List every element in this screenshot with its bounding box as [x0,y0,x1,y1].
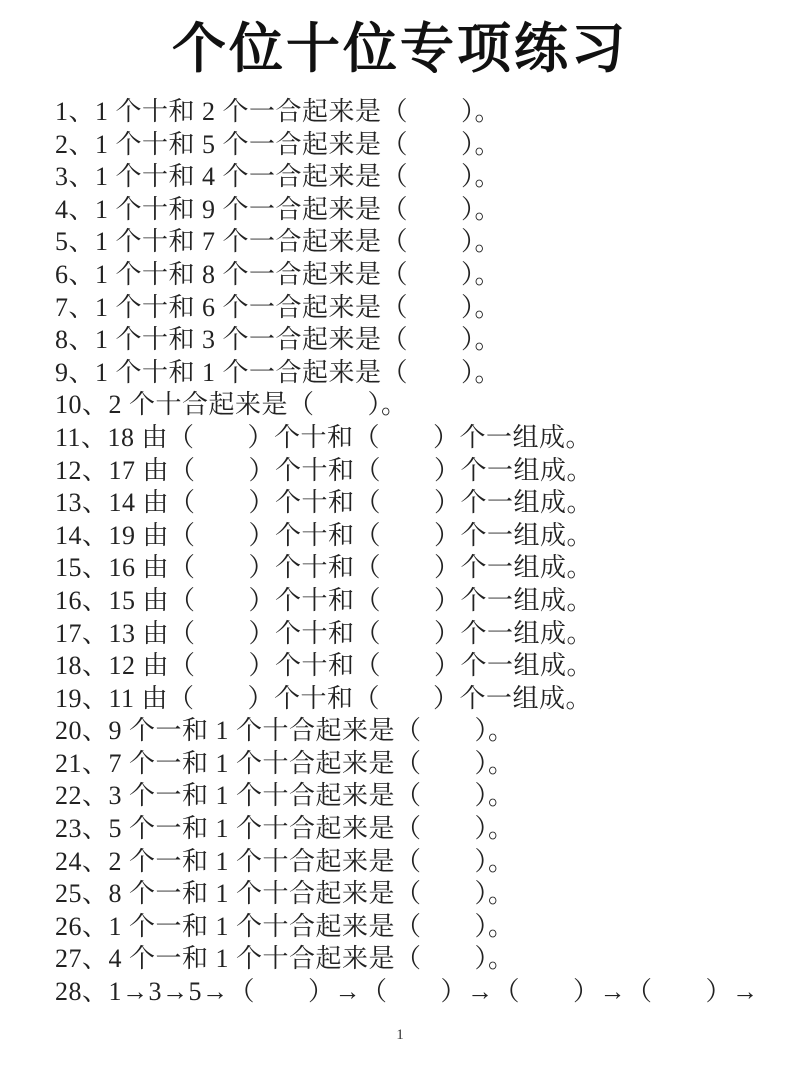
question-line-12: 12、17 由（ ）个十和（ ）个一组成。 [55,455,594,485]
question-line-3: 3、1 个十和 4 个一合起来是（ ）。 [55,162,502,192]
question-line-14: 14、19 由（ ）个十和（ ）个一组成。 [55,520,594,550]
question-line-19: 19、11 由（ ）个十和（ ）个一组成。 [55,683,593,713]
question-line-7: 7、1 个十和 6 个一合起来是（ ）。 [55,292,502,322]
question-line-20: 20、9 个一和 1 个十合起来是（ ）。 [55,716,515,746]
question-line-10: 10、2 个十合起来是（ ）。 [55,390,408,420]
question-line-9: 9、1 个十和 1 个一合起来是（ ）。 [55,357,502,387]
question-line-13: 13、14 由（ ）个十和（ ）个一组成。 [55,488,594,518]
question-line-17: 17、13 由（ ）个十和（ ）个一组成。 [55,618,594,648]
question-line-2: 2、1 个十和 5 个一合起来是（ ）。 [55,129,502,159]
question-line-16: 16、15 由（ ）个十和（ ）个一组成。 [55,585,594,615]
question-line-1: 1、1 个十和 2 个一合起来是（ ）。 [55,97,502,126]
question-line-5: 5、1 个十和 7 个一合起来是（ ）。 [55,227,502,257]
question-line-26: 26、1 个一和 1 个十合起来是（ ）。 [55,911,515,941]
question-line-11: 11、18 由（ ）个十和（ ）个一组成。 [55,422,593,452]
question-line-24: 24、2 个一和 1 个十合起来是（ ）。 [55,846,515,876]
question-line-27: 27、4 个一和 1 个十合起来是（ ）。 [55,944,515,974]
page-number: 1 [396,1027,404,1043]
question-line-23: 23、5 个一和 1 个十合起来是（ ）。 [55,814,515,844]
question-line-8: 8、1 个十和 3 个一合起来是（ ）。 [55,325,502,355]
question-list [0,96,800,1009]
question-line-25: 25、8 个一和 1 个十合起来是（ ）。 [55,879,515,909]
question-line-22: 22、3 个一和 1 个十合起来是（ ）。 [55,781,515,811]
question-line-6: 6、1 个十和 8 个一合起来是（ ）。 [55,259,502,289]
question-line-15: 15、16 由（ ）个十和（ ）个一组成。 [55,553,594,583]
worksheet-title: 个位十位专项练习 [172,19,628,79]
question-line-4: 4、1 个十和 9 个一合起来是（ ）。 [55,194,502,224]
question-line-18: 18、12 由（ ）个十和（ ）个一组成。 [55,651,594,681]
question-line-28: 28、1→3→5→（ ）→（ ）→（ ）→（ ）→ [55,977,759,1007]
question-line-21: 21、7 个一和 1 个十合起来是（ ）。 [55,748,515,778]
